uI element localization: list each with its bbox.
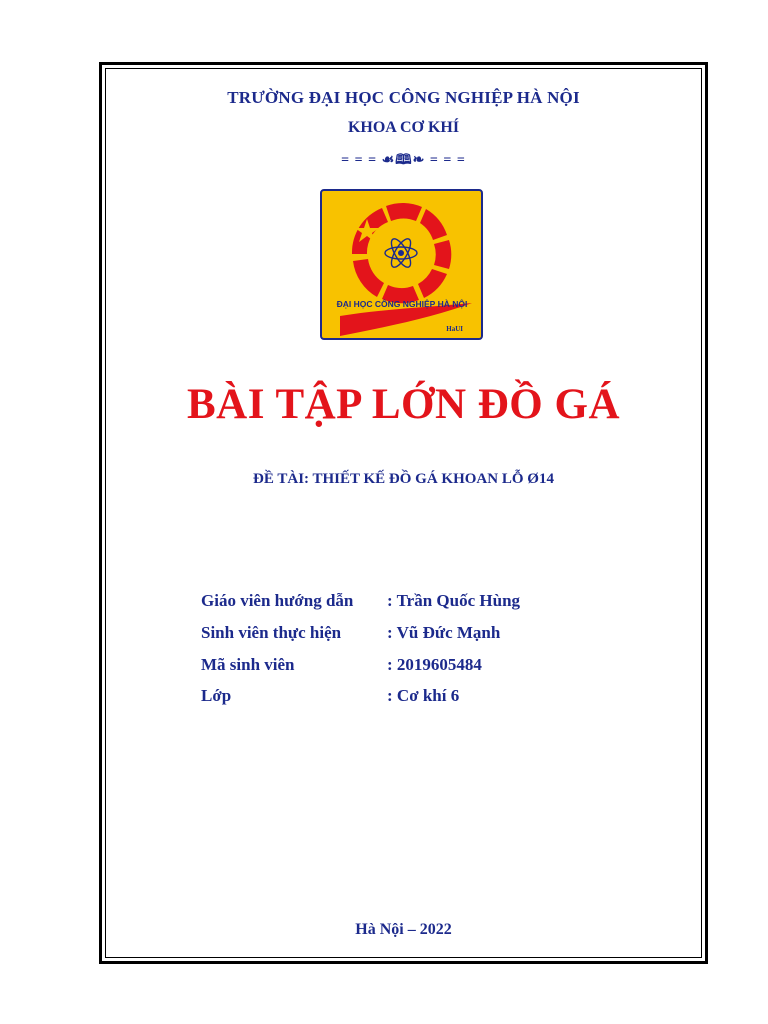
document-title: BÀI TẬP LỚN ĐỒ GÁ [187,381,620,428]
info-label: Giáo viên hướng dẫn [201,591,354,610]
info-row-instructor [201,591,661,615]
info-row-class [201,686,661,710]
info-value: : 2019605484 [387,655,482,674]
university-logo [320,189,483,340]
faculty-name: KHOA CƠ KHÍ [347,119,460,136]
info-row-student-id [201,655,661,679]
info-label: Lớp [201,686,232,705]
info-label: Sinh viên thực hiện [201,623,342,642]
place-date: Hà Nội – 2022 [355,921,452,938]
info-value: : Vũ Đức Mạnh [387,623,501,642]
project-topic: ĐỀ TÀI: THIẾT KẾ ĐỒ GÁ KHOAN LỖ Ø14 [253,471,554,487]
logo-abbr: HaUI [446,325,463,333]
decorative-ornament: = = = ☙🕮❧ = = = [341,153,466,168]
info-value: : Cơ khí 6 [387,686,460,705]
info-row-student [201,623,661,647]
university-name: TRƯỜNG ĐẠI HỌC CÔNG NGHIỆP HÀ NỘI [227,88,580,107]
haui-logo-icon [322,191,481,338]
info-label: Mã sinh viên [201,655,295,674]
info-value: : Trần Quốc Hùng [387,591,521,610]
logo-ring-text: ĐẠI HỌC CÔNG NGHIỆP HÀ NỘI [336,299,468,309]
